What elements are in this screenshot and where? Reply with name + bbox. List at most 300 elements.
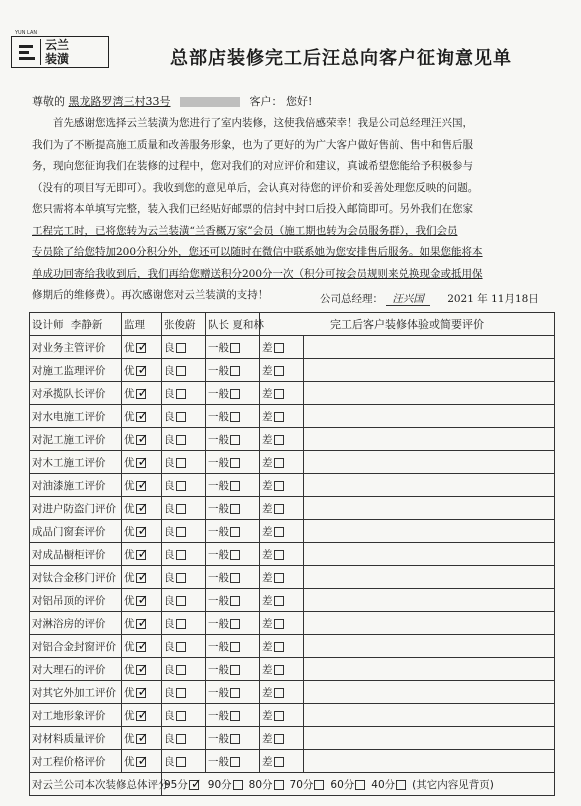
table-row	[30, 727, 555, 750]
rating-rows	[30, 336, 555, 773]
row-item-label: 对施工监理评价	[30, 359, 122, 382]
rating-table	[29, 312, 555, 796]
checkbox[interactable]	[274, 366, 284, 376]
rating-option[interactable]	[260, 474, 304, 497]
checkmark-icon: ✓	[137, 362, 149, 378]
rating-option-label: 一般	[208, 571, 229, 584]
rating-option[interactable]	[122, 589, 162, 612]
rating-option-label: 差	[262, 341, 273, 354]
checkbox[interactable]	[274, 596, 284, 606]
checkbox[interactable]	[230, 619, 240, 629]
rating-option-label: 良	[164, 594, 175, 607]
checkbox[interactable]	[274, 619, 284, 629]
remark-cell[interactable]	[304, 405, 555, 428]
row-item-label: 成品门窗套评价	[30, 520, 122, 543]
row-item-label: 对大理石的评价	[30, 658, 122, 681]
rating-option-label: 优	[124, 548, 135, 561]
checkbox[interactable]	[274, 757, 284, 767]
rating-option-label: 优	[124, 502, 135, 515]
checkbox[interactable]	[274, 504, 284, 514]
checkmark-icon: ✓	[137, 454, 149, 470]
row-item-label: 对材料质量评价	[30, 727, 122, 750]
checkbox[interactable]	[274, 642, 284, 652]
checkbox[interactable]	[176, 343, 186, 353]
checkbox[interactable]	[176, 757, 186, 767]
rating-option[interactable]	[122, 543, 162, 566]
score-option[interactable]	[249, 779, 284, 791]
table-row	[30, 681, 555, 704]
header-designer: 设计师 李静新	[30, 313, 122, 336]
checkbox[interactable]	[230, 481, 240, 491]
rating-option-label: 差	[262, 410, 273, 423]
checkbox[interactable]	[274, 688, 284, 698]
remark-cell[interactable]	[304, 336, 555, 359]
rating-option[interactable]	[122, 451, 162, 474]
rating-option-label: 一般	[208, 617, 229, 630]
rating-option[interactable]	[260, 359, 304, 382]
rating-option-label: 优	[124, 732, 135, 745]
rating-option[interactable]	[206, 589, 260, 612]
rating-option[interactable]	[260, 543, 304, 566]
remark-cell[interactable]	[304, 543, 555, 566]
rating-option[interactable]	[122, 681, 162, 704]
table-row	[30, 451, 555, 474]
rating-option[interactable]	[162, 589, 206, 612]
rating-option[interactable]	[122, 727, 162, 750]
rating-option-label: 良	[164, 479, 175, 492]
checkmark-icon: ✓	[137, 661, 149, 677]
table-row	[30, 566, 555, 589]
checkmark-icon: ✓	[137, 753, 149, 769]
rating-option-label: 良	[164, 364, 175, 377]
rating-option-label: 良	[164, 502, 175, 515]
checkmark-icon: ✓	[137, 615, 149, 631]
rating-option[interactable]	[162, 750, 206, 773]
checkbox[interactable]	[230, 711, 240, 721]
remark-cell[interactable]	[304, 520, 555, 543]
rating-option[interactable]	[122, 382, 162, 405]
rating-option[interactable]	[122, 520, 162, 543]
checkbox[interactable]	[176, 573, 186, 583]
table-row	[30, 658, 555, 681]
checkbox[interactable]	[274, 458, 284, 468]
score-option[interactable]	[164, 776, 202, 792]
checkmark-icon: ✓	[137, 569, 149, 585]
remark-cell[interactable]	[304, 451, 555, 474]
checkbox[interactable]	[274, 711, 284, 721]
rating-option-label: 差	[262, 617, 273, 630]
rating-option[interactable]	[260, 589, 304, 612]
body-line: （没有的项目写无即可）。我收到您的意见单后，会认真对待您的评价和妥善处理您反映的问题。	[32, 181, 479, 194]
checkbox[interactable]	[274, 481, 284, 491]
rating-option[interactable]	[122, 635, 162, 658]
rating-option-label: 优	[124, 479, 135, 492]
score-option[interactable]	[330, 779, 365, 791]
checkbox[interactable]	[274, 734, 284, 744]
rating-option-label: 良	[164, 686, 175, 699]
rating-option-label: 差	[262, 709, 273, 722]
checkbox[interactable]	[274, 343, 284, 353]
score-label: 对云兰公司本次装修总体评分	[30, 773, 162, 796]
table-row	[30, 428, 555, 451]
rating-option-label: 优	[124, 571, 135, 584]
rating-option-label: 良	[164, 341, 175, 354]
rating-option-label: 良	[164, 387, 175, 400]
checkbox[interactable]	[230, 435, 240, 445]
rating-option[interactable]	[260, 451, 304, 474]
rating-option[interactable]	[162, 658, 206, 681]
rating-option[interactable]	[162, 336, 206, 359]
checkbox[interactable]	[274, 665, 284, 675]
checkmark-icon: ✓	[190, 776, 202, 792]
checkbox[interactable]	[274, 389, 284, 399]
row-item-label: 对泥工施工评价	[30, 428, 122, 451]
row-item-label: 对成品橱柜评价	[30, 543, 122, 566]
rating-option[interactable]	[122, 704, 162, 727]
checkbox[interactable]	[274, 780, 284, 790]
rating-option-label: 差	[262, 364, 273, 377]
rating-option[interactable]	[206, 497, 260, 520]
rating-option-label: 良	[164, 640, 175, 653]
rating-option-label: 差	[262, 502, 273, 515]
rating-option-label: 差	[262, 755, 273, 768]
table-row	[30, 336, 555, 359]
table-row	[30, 543, 555, 566]
rating-option-label: 良	[164, 571, 175, 584]
checkbox[interactable]	[230, 504, 240, 514]
rating-option-label: 一般	[208, 410, 229, 423]
checkbox[interactable]	[314, 780, 324, 790]
rating-option-label: 一般	[208, 479, 229, 492]
rating-option[interactable]	[206, 612, 260, 635]
checkbox[interactable]	[230, 389, 240, 399]
rating-option[interactable]	[206, 451, 260, 474]
rating-option[interactable]	[122, 566, 162, 589]
rating-option-label: 优	[124, 617, 135, 630]
checkbox[interactable]	[230, 527, 240, 537]
checkbox[interactable]	[176, 435, 186, 445]
checkbox[interactable]	[176, 504, 186, 514]
rating-option[interactable]	[206, 635, 260, 658]
rating-option-label: 差	[262, 594, 273, 607]
remark-cell[interactable]	[304, 658, 555, 681]
rating-option-label: 差	[262, 433, 273, 446]
checkbox[interactable]	[230, 573, 240, 583]
rating-option-label: 良	[164, 410, 175, 423]
remark-cell[interactable]	[304, 750, 555, 773]
rating-option-label: 一般	[208, 594, 229, 607]
checkbox[interactable]	[230, 734, 240, 744]
row-item-label: 对进户防盗门评价	[30, 497, 122, 520]
rating-option[interactable]	[206, 336, 260, 359]
rating-option-label: 一般	[208, 548, 229, 561]
row-item-label: 对业务主管评价	[30, 336, 122, 359]
manager-signature: 汪兴国	[386, 293, 430, 306]
rating-option[interactable]	[162, 497, 206, 520]
redaction-block	[180, 97, 240, 107]
checkbox[interactable]	[176, 665, 186, 675]
remark-cell[interactable]	[304, 359, 555, 382]
logo-mark-icon	[14, 30, 41, 65]
captain-name: 夏和林	[232, 318, 264, 331]
logo-small-text: YUN LAN	[15, 30, 38, 36]
checkbox[interactable]	[355, 780, 365, 790]
rating-option[interactable]	[162, 451, 206, 474]
table-row	[30, 359, 555, 382]
rating-option[interactable]	[162, 474, 206, 497]
rating-option-label: 良	[164, 617, 175, 630]
checkbox[interactable]	[230, 596, 240, 606]
score-option[interactable]	[208, 779, 243, 791]
rating-option[interactable]	[260, 566, 304, 589]
checkbox[interactable]	[233, 780, 243, 790]
score-option[interactable]	[290, 779, 325, 791]
remark-cell[interactable]	[304, 428, 555, 451]
score-option-label: 40分	[371, 778, 396, 791]
rating-option[interactable]	[122, 658, 162, 681]
rating-option-label: 优	[124, 594, 135, 607]
checkbox[interactable]	[230, 412, 240, 422]
checkmark-icon: ✓	[137, 500, 149, 516]
checkbox[interactable]	[176, 366, 186, 376]
rating-option[interactable]	[162, 681, 206, 704]
row-item-label: 对承揽队长评价	[30, 382, 122, 405]
remark-cell[interactable]	[304, 704, 555, 727]
checkbox[interactable]	[274, 435, 284, 445]
rating-option-label: 优	[124, 686, 135, 699]
checkbox[interactable]	[176, 412, 186, 422]
rating-table-wrap	[29, 312, 555, 796]
rating-option[interactable]	[260, 681, 304, 704]
remark-cell[interactable]	[304, 497, 555, 520]
rating-option[interactable]	[162, 359, 206, 382]
rating-option[interactable]	[162, 520, 206, 543]
body-line: 首先感谢您选择云兰装潢为您进行了室内装修，这使我倍感荣幸！我是公司总经理汪兴国，	[53, 117, 473, 129]
checkbox[interactable]	[396, 780, 406, 790]
body-line: 专员除了给您特加200分积分外，您还可以随时在微信中联系她为您安排售后服务。如果您能将本	[32, 246, 483, 258]
rating-option-label: 一般	[208, 525, 229, 538]
rating-option[interactable]	[206, 359, 260, 382]
rating-option[interactable]	[206, 520, 260, 543]
rating-option-label: 一般	[208, 502, 229, 515]
remark-header: 完工后客户装修体验或简要评价	[260, 313, 555, 336]
checkbox[interactable]	[176, 734, 186, 744]
rating-option[interactable]	[122, 359, 162, 382]
remark-cell[interactable]	[304, 589, 555, 612]
row-item-label: 对其它外加工评价	[30, 681, 122, 704]
rating-option[interactable]	[162, 612, 206, 635]
rating-option-label: 良	[164, 709, 175, 722]
checkbox[interactable]	[274, 527, 284, 537]
rating-option-label: 差	[262, 525, 273, 538]
remark-cell[interactable]	[304, 474, 555, 497]
rating-option[interactable]	[162, 704, 206, 727]
checkbox[interactable]	[230, 665, 240, 675]
body-line: 务，现向您征询我们在装修的过程中，您对我们的对应评价和建议，真诚希望您能给予积极参与	[32, 160, 473, 172]
rating-option[interactable]	[206, 382, 260, 405]
rating-option[interactable]	[260, 727, 304, 750]
checkbox[interactable]	[230, 550, 240, 560]
header-captain: 队长 夏和林	[206, 313, 260, 336]
rating-option[interactable]	[260, 612, 304, 635]
checkbox[interactable]	[230, 366, 240, 376]
score-note: (其它内容见背页)	[412, 778, 494, 791]
checkbox[interactable]	[274, 412, 284, 422]
rating-option[interactable]	[122, 336, 162, 359]
body-line: 我们为了不断提高施工质量和改善服务形象，也为了更好的为广大客户做好售前、售中和售后服	[32, 138, 473, 151]
checkmark-icon: ✓	[137, 546, 149, 562]
checkmark-icon: ✓	[137, 339, 149, 355]
score-option[interactable]	[371, 779, 406, 791]
checkbox[interactable]	[176, 619, 186, 629]
rating-option-label: 良	[164, 732, 175, 745]
rating-option-label: 良	[164, 525, 175, 538]
rating-option[interactable]	[206, 566, 260, 589]
rating-option[interactable]	[122, 497, 162, 520]
remark-cell[interactable]	[304, 382, 555, 405]
rating-option-label: 优	[124, 640, 135, 653]
checkmark-icon: ✓	[137, 408, 149, 424]
rating-option-label: 差	[262, 686, 273, 699]
checkbox[interactable]	[230, 757, 240, 767]
score-option-label: 95分	[164, 778, 188, 791]
table-row	[30, 704, 555, 727]
rating-option[interactable]	[162, 382, 206, 405]
checkmark-icon: ✓	[137, 592, 149, 608]
score-option-label: 80分	[248, 778, 273, 791]
row-item-label: 对铝吊顶的评价	[30, 589, 122, 612]
table-row	[30, 520, 555, 543]
checkbox[interactable]	[176, 711, 186, 721]
checkbox[interactable]	[176, 389, 186, 399]
checkmark-icon: ✓	[137, 730, 149, 746]
rating-option[interactable]	[206, 681, 260, 704]
table-row	[30, 750, 555, 773]
checkmark-icon: ✓	[137, 385, 149, 401]
rating-option[interactable]	[206, 727, 260, 750]
checkbox[interactable]	[230, 688, 240, 698]
rating-option[interactable]	[162, 727, 206, 750]
rating-option-label: 一般	[208, 341, 229, 354]
checkmark-icon: ✓	[137, 523, 149, 539]
table-row	[30, 382, 555, 405]
rating-option[interactable]	[260, 520, 304, 543]
rating-option[interactable]	[260, 750, 304, 773]
company-logo	[11, 30, 109, 68]
manager-signature-line	[320, 291, 539, 306]
checkbox[interactable]	[176, 481, 186, 491]
rating-option-label: 一般	[208, 755, 229, 768]
rating-option[interactable]	[122, 428, 162, 451]
greeting	[32, 93, 312, 109]
remark-cell[interactable]	[304, 566, 555, 589]
rating-option-label: 良	[164, 456, 175, 469]
rating-option-label: 一般	[208, 709, 229, 722]
rating-option[interactable]	[206, 658, 260, 681]
checkbox[interactable]	[274, 550, 284, 560]
rating-option-label: 优	[124, 663, 135, 676]
rating-option[interactable]	[260, 428, 304, 451]
rating-option-label: 优	[124, 410, 135, 423]
checkbox[interactable]	[176, 688, 186, 698]
checkbox[interactable]	[230, 642, 240, 652]
rating-option[interactable]	[122, 750, 162, 773]
rating-option-label: 一般	[208, 732, 229, 745]
rating-option[interactable]	[162, 566, 206, 589]
rating-option-label: 优	[124, 364, 135, 377]
rating-option[interactable]	[162, 635, 206, 658]
rating-option[interactable]	[206, 428, 260, 451]
rating-option[interactable]	[162, 428, 206, 451]
remark-cell[interactable]	[304, 612, 555, 635]
rating-option[interactable]	[260, 704, 304, 727]
checkbox[interactable]	[176, 550, 186, 560]
remark-cell[interactable]	[304, 635, 555, 658]
remark-cell[interactable]	[304, 681, 555, 704]
checkbox[interactable]	[274, 573, 284, 583]
rating-option[interactable]	[122, 474, 162, 497]
checkbox[interactable]	[230, 343, 240, 353]
remark-cell[interactable]	[304, 727, 555, 750]
row-item-label: 对工地形象评价	[30, 704, 122, 727]
rating-option-label: 一般	[208, 433, 229, 446]
rating-option[interactable]	[122, 612, 162, 635]
checkbox[interactable]	[176, 458, 186, 468]
rating-option[interactable]	[122, 405, 162, 428]
rating-option-label: 优	[124, 387, 135, 400]
rating-option[interactable]	[206, 543, 260, 566]
rating-option[interactable]	[260, 497, 304, 520]
rating-option-label: 一般	[208, 640, 229, 653]
checkbox[interactable]	[176, 642, 186, 652]
checkmark-icon: ✓	[137, 477, 149, 493]
table-row	[30, 612, 555, 635]
rating-option-label: 良	[164, 663, 175, 676]
row-item-label: 对油漆施工评价	[30, 474, 122, 497]
logo-line2: 装潢	[45, 52, 70, 66]
rating-option[interactable]	[206, 405, 260, 428]
rating-option[interactable]	[260, 336, 304, 359]
checkbox[interactable]	[176, 596, 186, 606]
rating-option-label: 差	[262, 456, 273, 469]
table-row	[30, 497, 555, 520]
page-title: 总部店装修完工后汪总向客户征询意见单	[170, 48, 512, 69]
rating-option-label: 优	[124, 755, 135, 768]
checkbox[interactable]	[176, 527, 186, 537]
checkbox[interactable]	[230, 458, 240, 468]
customer-address: 黑龙路罗湾三村33号	[68, 95, 171, 108]
row-item-label: 对水电施工评价	[30, 405, 122, 428]
rating-option-label: 一般	[208, 686, 229, 699]
rating-option[interactable]	[206, 474, 260, 497]
rating-option[interactable]	[260, 635, 304, 658]
rating-option[interactable]	[206, 750, 260, 773]
logo-line1: 云兰	[45, 38, 70, 52]
checkmark-icon: ✓	[137, 431, 149, 447]
rating-option[interactable]	[162, 405, 206, 428]
rating-option-label: 差	[262, 548, 273, 561]
rating-option-label: 优	[124, 456, 135, 469]
rating-option[interactable]	[260, 382, 304, 405]
row-item-label: 对淋浴房的评价	[30, 612, 122, 635]
rating-option[interactable]	[206, 704, 260, 727]
score-option-label: 90分	[207, 778, 232, 791]
body-line: 您只需将本单填写完整，装入我们已经贴好邮票的信封中封口后投入邮筒即可。另外我们在您家	[32, 203, 473, 215]
rating-option[interactable]	[162, 543, 206, 566]
rating-option[interactable]	[260, 658, 304, 681]
row-item-label: 对木工施工评价	[30, 451, 122, 474]
rating-option[interactable]	[260, 405, 304, 428]
